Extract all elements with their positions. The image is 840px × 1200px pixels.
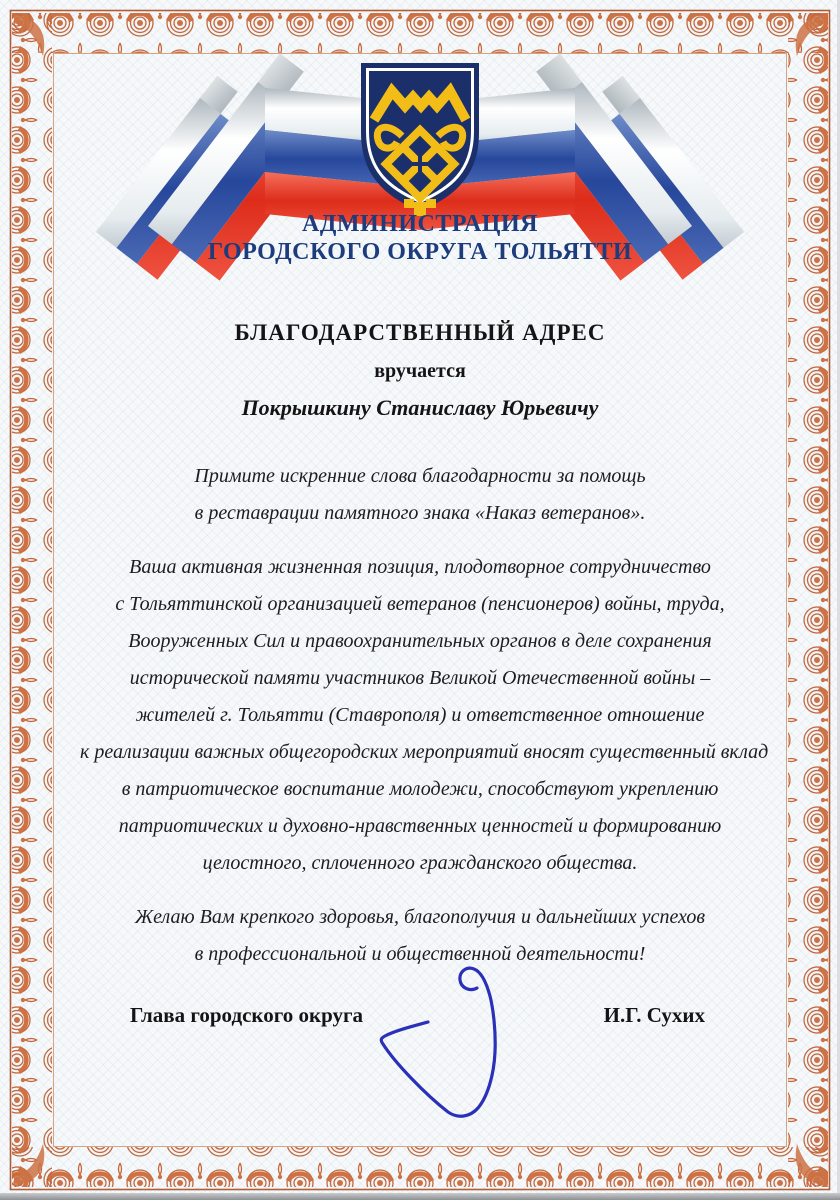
body-line: Вооруженных Сил и правоохранительных органов в деле сохранения (128, 630, 712, 652)
recipient-name: Покрышкину Станиславу Юрьевичу (241, 395, 599, 420)
paragraph (80, 549, 769, 882)
body-line: Примите искренние слова благодарности за помощь (194, 465, 646, 487)
presented-label: вручается (374, 360, 466, 382)
organization-name (0, 210, 840, 266)
handwritten-signature (355, 955, 545, 1135)
body-line: Ваша активная жизненная позиция, плодотворное сотрудничество (129, 556, 711, 578)
body-line: жителей г. Тольятти (Ставрополя) и ответственное отношение (135, 704, 705, 726)
body-line: патриотических и духовно-нравственных ценностей и формированию (118, 815, 722, 837)
document-title: БЛАГОДАРСТВЕННЫЙ АДРЕС (234, 320, 606, 345)
body-line: к реализации важных общегородских мероприятий вносят существенный вклад (80, 741, 769, 763)
org-name-line1: АДМИНИСТРАЦИЯ (302, 211, 538, 237)
body-line: исторической памяти участников Великой Отечественной войны – (129, 667, 711, 689)
header-artwork (0, 0, 840, 320)
signatory-position: Глава городского округа (130, 1003, 364, 1027)
signatory-name: И.Г. Сухих (603, 1003, 705, 1027)
body-line: Желаю Вам крепкого здоровья, благополучия и дальнейших успехов (134, 906, 706, 928)
body-line: в реставрации памятного знака «Наказ ветеранов». (194, 502, 646, 524)
org-name-line2: ГОРОДСКОГО ОКРУГА ТОЛЬЯТТИ (207, 239, 633, 265)
body-line: целостного, сплоченного гражданского общества. (202, 852, 638, 874)
scan-edge-bottom (0, 1193, 840, 1200)
body-line: в патриотическое воспитание молодежи, способствуют укреплению (121, 778, 719, 800)
body-line: с Тольяттинской организацией ветеранов (пенсионеров) войны, труда, (115, 593, 725, 615)
body-line: в профессиональной и общественной деятельности! (194, 943, 646, 965)
document-body (80, 458, 769, 990)
paragraph (80, 458, 760, 532)
